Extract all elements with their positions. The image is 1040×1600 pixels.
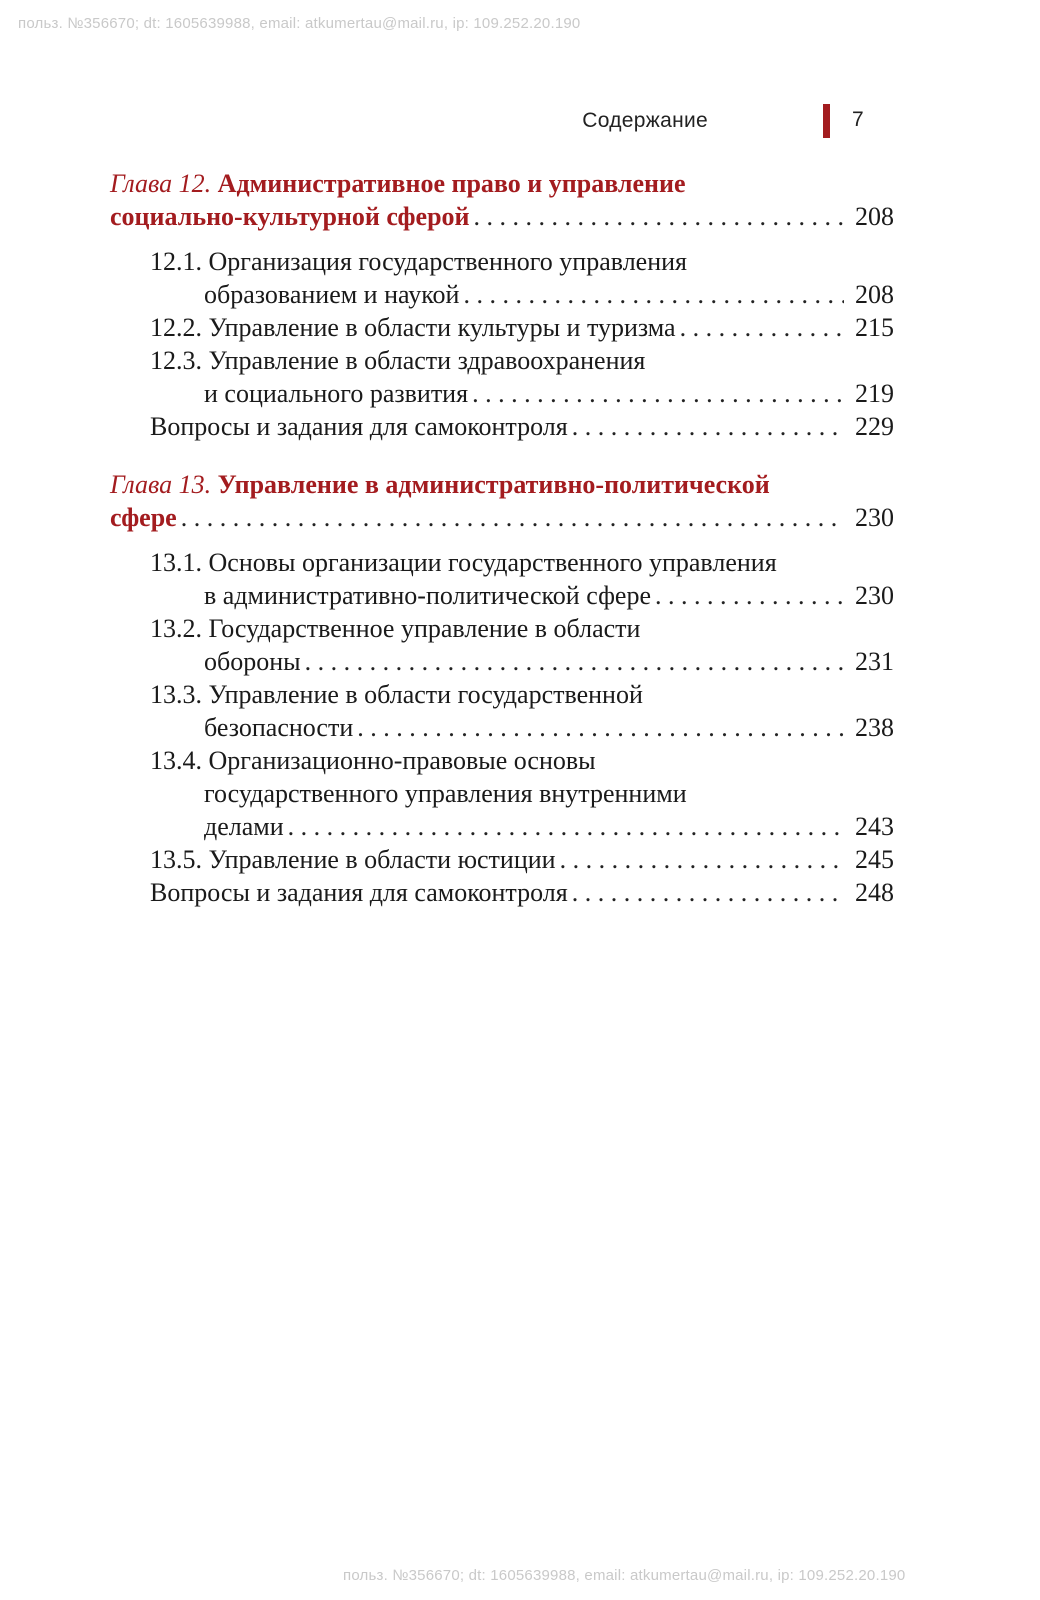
chapter-12-title-line2: социально-культурной сферой (110, 202, 470, 231)
chapter-12-title-line1: Административное право и управление (217, 169, 686, 198)
leader-dots (680, 311, 844, 344)
section-13-3-line1[interactable]: 13.3. Управление в области государственной (150, 680, 643, 709)
watermark-bottom: польз. №356670; dt: 1605639988, email: atkumertau@mail.ru, ip: 109.252.20.190 (343, 1567, 906, 1584)
section-12-3-page: 219 (855, 379, 894, 408)
review-questions-12-title: Вопросы и задания для самоконтроля (150, 412, 568, 441)
section-12-3-line1[interactable]: 12.3. Управление в области здравоохранения (150, 346, 646, 375)
section-12-2-title: 12.2. Управление в области культуры и туризма (150, 313, 676, 342)
leader-dots (655, 579, 844, 612)
chapter-13-title-line1: Управление в административно-политической (217, 470, 770, 499)
leader-dots (474, 200, 844, 233)
review-questions-13-page: 248 (855, 878, 894, 907)
section-13-1-line2: в административно-политической сфере (204, 581, 652, 610)
section-13-5-title: 13.5. Управление в области юстиции (150, 845, 556, 874)
chapter-13-page: 230 (855, 503, 894, 532)
section-13-2-entry[interactable] (204, 645, 894, 678)
section-12-1-page: 208 (855, 280, 894, 309)
section-13-5-entry[interactable] (150, 843, 894, 876)
section-13-4-line2[interactable]: государственного управления внутренними (204, 779, 687, 808)
leader-dots (560, 843, 844, 876)
leader-dots (572, 410, 844, 443)
review-questions-13-title: Вопросы и задания для самоконтроля (150, 878, 568, 907)
leader-dots (572, 876, 844, 909)
section-12-1-line1[interactable]: 12.1. Организация государственного управления (150, 247, 687, 276)
review-questions-13-entry[interactable] (150, 876, 894, 909)
review-questions-12-entry[interactable] (150, 410, 894, 443)
leader-dots (357, 711, 844, 744)
section-12-1-entry[interactable] (204, 278, 894, 311)
section-12-1-line2: образованием и наукой (204, 280, 460, 309)
section-13-5-page: 245 (855, 845, 894, 874)
running-head-title: Содержание (582, 109, 708, 132)
running-head (582, 104, 910, 144)
leader-dots (288, 810, 844, 843)
section-13-3-entry[interactable] (204, 711, 894, 744)
section-13-3-page: 238 (855, 713, 894, 742)
chapter-13-label: Глава 13. (110, 470, 212, 499)
leader-dots (181, 501, 844, 534)
section-13-4-entry[interactable] (204, 810, 894, 843)
section-13-1-entry[interactable] (204, 579, 894, 612)
chapter-13-entry[interactable] (110, 501, 894, 534)
review-questions-12-page: 229 (855, 412, 894, 441)
section-12-2-entry[interactable] (150, 311, 894, 344)
section-13-3-line2: безопасности (204, 713, 354, 742)
section-13-2-line2: обороны (204, 647, 301, 676)
section-12-3-line2: и социального развития (204, 379, 469, 408)
section-13-4-page: 243 (855, 812, 894, 841)
section-12-3-entry[interactable] (204, 377, 894, 410)
section-12-2-page: 215 (855, 313, 894, 342)
section-13-2-line1[interactable]: 13.2. Государственное управление в области (150, 614, 641, 643)
section-13-1-line1[interactable]: 13.1. Основы организации государственного управления (150, 548, 777, 577)
chapter-12-page: 208 (855, 202, 894, 231)
chapter-12-label: Глава 12. (110, 169, 212, 198)
section-13-4-line3: делами (204, 812, 284, 841)
chapter-13-heading-line1[interactable] (110, 468, 770, 501)
page-number: 7 (852, 108, 864, 131)
leader-dots (463, 278, 844, 311)
chapter-12-entry[interactable] (110, 200, 894, 233)
leader-dots (472, 377, 844, 410)
section-13-1-page: 230 (855, 581, 894, 610)
leader-dots (305, 645, 844, 678)
section-13-4-line1[interactable]: 13.4. Организационно-правовые основы (150, 746, 596, 775)
running-head-bar (823, 104, 830, 138)
chapter-12-heading-line1[interactable] (110, 167, 686, 200)
chapter-13-title-line2: сфере (110, 503, 177, 532)
section-13-2-page: 231 (855, 647, 894, 676)
watermark-top: польз. №356670; dt: 1605639988, email: atkumertau@mail.ru, ip: 109.252.20.190 (18, 15, 581, 32)
